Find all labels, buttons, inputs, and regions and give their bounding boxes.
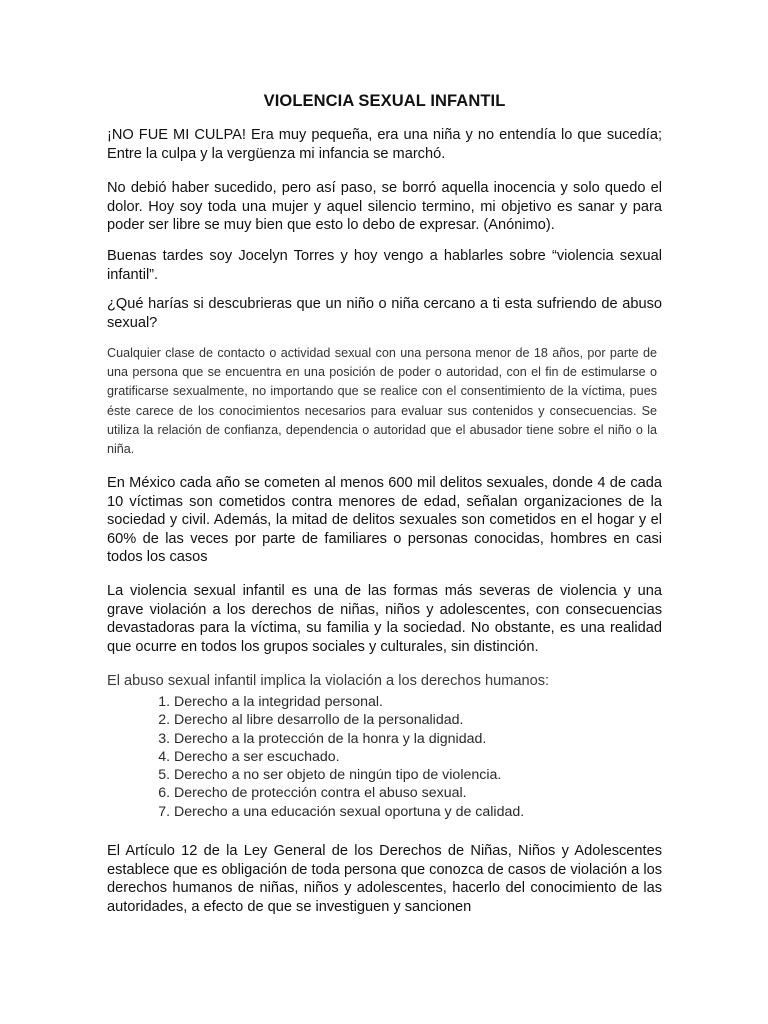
rights-list xyxy=(150,693,674,821)
definition-paragraph: Cualquier clase de contacto o actividad sexual con una persona menor de 18 años, por parte de una persona que se encuentra en una posición de poder o autoridad, con el fin de estimularse o gratificarse sexualmente, no importando que se realice con el consentimiento de la víctima, pues éste carece de los conocimientos necesarios para evaluar sus contenidos y consecuencias. Se utiliza la relación de confianza, dependencia o autoridad que el abusador tiene sobre el niño o la niña. xyxy=(107,346,657,457)
intro-paragraph: Buenas tardes soy Jocelyn Torres y hoy vengo a hablarles sobre “violencia sexual infantil”. xyxy=(107,248,662,283)
rights-intro: El abuso sexual infantil implica la violación a los derechos humanos: xyxy=(107,673,550,689)
poem-paragraph-1: ¡NO FUE MI CULPA! Era muy pequeña, era una niña y no entendía lo que sucedía; Entre la culpa y la vergüenza mi infancia se marchó. xyxy=(107,127,662,162)
mexico-stats-paragraph: En México cada año se cometen al menos 600 mil delitos sexuales, donde 4 de cada 10 víctimas son cometidos contra menores de edad, señalan organizaciones de la sociedad y civil. Además, la mitad de delitos sexuales son cometidos en el hogar y el 60% de las veces por parte de familiares o personas conocidas, hombres en casi todos los casos xyxy=(107,475,662,565)
rights-list-item: 4. Derecho a ser escuchado. xyxy=(174,748,674,766)
rights-list-item: 2. Derecho al libre desarrollo de la personalidad. xyxy=(174,711,674,729)
article12-paragraph: El Artículo 12 de la Ley General de los Derechos de Niñas, Niños y Adolescentes establece que es obligación de toda persona que conozca de casos de violación a los derechos humanos de niñas, niños y adolescentes, hacerlo del conocimiento de las autoridades, a efecto de que se investiguen y sancionen xyxy=(107,843,662,915)
poem-paragraph-2: No debió haber sucedido, pero así paso, se borró aquella inocencia y solo quedo el dolor. Hoy soy toda una mujer y aquel silencio termino, mi objetivo es sanar y para poder ser libre se muy bien que esto lo debo de expresar. (Anónimo). xyxy=(107,180,662,233)
rights-list-item: 5. Derecho a no ser objeto de ningún tipo de violencia. xyxy=(174,766,674,784)
severity-paragraph: La violencia sexual infantil es una de las formas más severas de violencia y una grave violación a los derechos de niñas, niños y adolescentes, con consecuencias devastadoras para la víctima, su familia y la sociedad. No obstante, es una realidad que ocurre en todos los grupos sociales y culturales, sin distinción. xyxy=(107,583,662,655)
rights-list-item: 7. Derecho a una educación sexual oportuna y de calidad. xyxy=(174,803,674,821)
rights-list-item: 1. Derecho a la integridad personal. xyxy=(174,693,674,711)
rights-list-item: 3. Derecho a la protección de la honra y la dignidad. xyxy=(174,730,674,748)
question-paragraph: ¿Qué harías si descubrieras que un niño o niña cercano a ti esta sufriendo de abuso sexual? xyxy=(107,296,662,331)
rights-list-item: 6. Derecho de protección contra el abuso sexual. xyxy=(174,784,674,802)
document-title: VIOLENCIA SEXUAL INFANTIL xyxy=(263,92,506,110)
